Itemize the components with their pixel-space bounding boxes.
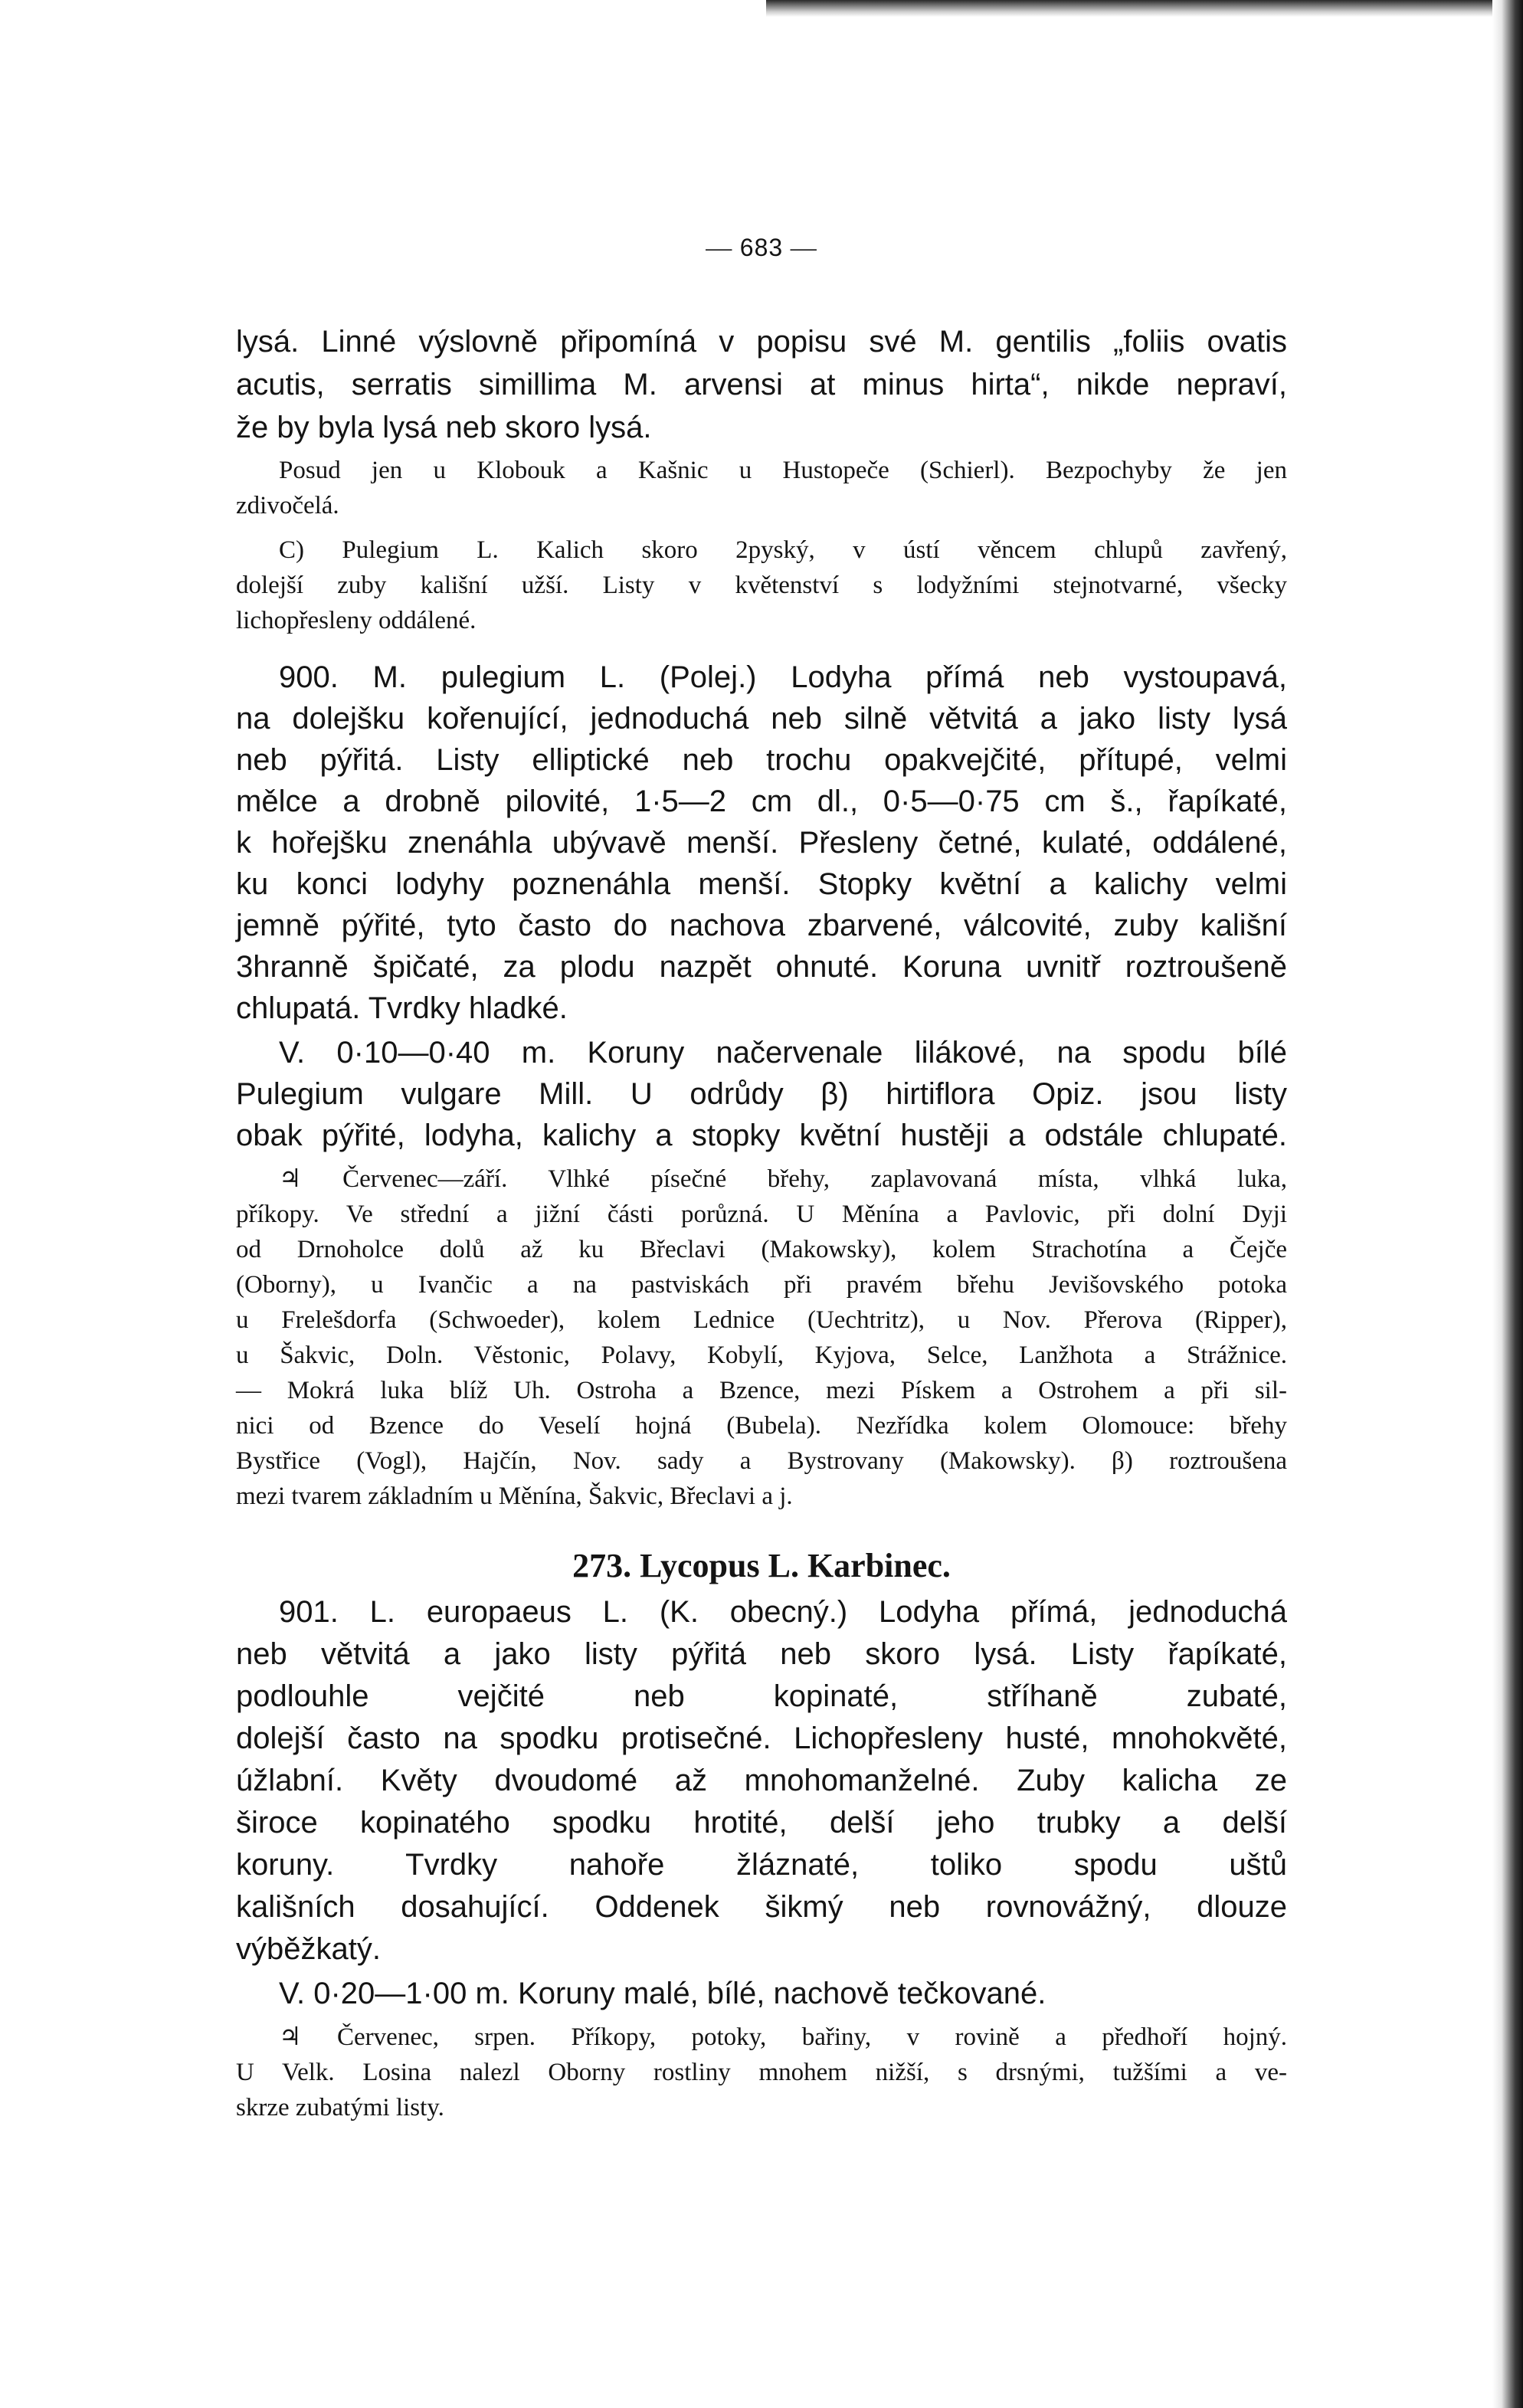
- note-900-line: ♃ Červenec—září. Vlhké písečné břehy, zaplavovaná místa, vlhká luka,: [279, 1165, 1287, 1193]
- species-901-line: podlouhle vejčité neb kopinaté, stříhaně zubaté,: [236, 1679, 1287, 1713]
- text-line: že by byla lysá neb skoro lysá.: [236, 411, 652, 444]
- species-900-line: neb pýřitá. Listy elliptické neb trochu opakvejčité, přítupé, velmi: [236, 743, 1287, 777]
- species-901-line: 901. L. europaeus L. (K. obecný.) Lodyha přímá, jednoduchá: [279, 1595, 1287, 1629]
- species-901-line: výběžkatý.: [236, 1932, 381, 1966]
- note-901-line: ♃ Červenec, srpen. Příkopy, potoky, bařiny, v rovině a předhoří hojný.: [279, 2023, 1287, 2051]
- note-line: zdivočelá.: [236, 492, 339, 519]
- note-line: Posud jen u Klobouk a Kašnic u Hustopeče (Schierl). Bezpochyby že jen: [279, 457, 1287, 484]
- species-900-line: k hořejšku znenáhla ubývavě menší. Přesleny četné, kulaté, oddálené,: [236, 826, 1287, 860]
- species-900-line: 3hranně špičaté, za plodu nazpět ohnuté. Koruna uvnitř roztroušeně: [236, 950, 1287, 984]
- species-900-line: chlupatá. Tvrdky hladké.: [236, 991, 568, 1025]
- page-number: 683: [739, 234, 784, 261]
- note-900-line: (Oborny), u Ivančic a na pastviskách při pravém břehu Jevišovského potoka: [236, 1271, 1287, 1299]
- note-901-line: U Velk. Losina nalezl Oborny rostliny mnohem nižší, s drsnými, tužšími a ve-: [236, 2059, 1287, 2086]
- species-900-line: ku konci lodyhy poznenáhla menší. Stopky květní a kalichy velmi: [236, 867, 1287, 901]
- species-900-line: 900. M. pulegium L. (Polej.) Lodyha přímá neb vystoupavá,: [279, 660, 1287, 694]
- note-900-line: — Mokrá luka blíž Uh. Ostroha a Bzence, mezi Pískem a Ostrohem a při sil-: [236, 1377, 1287, 1404]
- page-number-header: — 683 —: [706, 234, 817, 262]
- section-pulegium-line: lichopřesleny oddálené.: [236, 607, 477, 634]
- species-900-line: na dolejšku kořenující, jednoduchá neb silně větvitá a jako listy lysá: [236, 702, 1287, 736]
- text-line: acutis, serratis simillima M. arvensi at minus hirta“, nikde nepraví,: [236, 368, 1287, 401]
- note-900-line: Bystřice (Vogl), Hajčín, Nov. sady a Bystrovany (Makowsky). β) roztroušena: [236, 1447, 1287, 1475]
- section-pulegium-line: C) Pulegium L. Kalich skoro 2pyský, v ústí věncem chlupů zavřený,: [279, 536, 1287, 564]
- species-900-line: obak pýřité, lodyha, kalichy a stopky květní hustěji a odstále chlupaté.: [236, 1119, 1287, 1152]
- species-901-line: široce kopinatého spodku hrotité, delší jeho trubky a delší: [236, 1806, 1287, 1840]
- species-901-line: dolejší často na spodku protisečné. Lichopřesleny husté, mnohokvěté,: [236, 1722, 1287, 1755]
- species-900-line: mělce a drobně pilovité, 1·5—2 cm dl., 0·5—0·75 cm š., řapíkaté,: [236, 785, 1287, 818]
- scan-edge-top: [766, 0, 1523, 17]
- note-900-line: příkopy. Ve střední a jižní části porůzná. U Měnína a Pavlovic, při dolní Dyji: [236, 1201, 1287, 1228]
- scan-edge-right: [1492, 0, 1523, 2408]
- species-901-line: úžlabní. Květy dvoudomé až mnohomanželné. Zuby kalicha ze: [236, 1764, 1287, 1797]
- section-pulegium-line: dolejší zuby kališní užší. Listy v květenství s lodyžními stejnotvarné, všecky: [236, 572, 1287, 599]
- species-901-line: koruny. Tvrdky nahoře žláznaté, toliko spodu uštů: [236, 1848, 1287, 1882]
- species-901-line: neb větvitá a jako listy pýřitá neb skoro lysá. Listy řapíkaté,: [236, 1637, 1287, 1671]
- note-900-line: u Šakvic, Doln. Věstonic, Polavy, Kobylí, Kyjova, Selce, Lanžhota a Strážnice.: [236, 1342, 1287, 1369]
- note-900-line: mezi tvarem základním u Měnína, Šakvic, Břeclavi a j.: [236, 1482, 793, 1510]
- species-900-line: Pulegium vulgare Mill. U odrůdy β) hirtiflora Opiz. jsou listy: [236, 1077, 1287, 1111]
- species-900-line: jemně pýřité, tyto často do nachova zbarvené, válcovité, zuby kališní: [236, 909, 1287, 942]
- text-line: lysá. Linné výslovně připomíná v popisu své M. gentilis „foliis ovatis: [236, 325, 1287, 359]
- note-900-line: nici od Bzence do Veselí hojná (Bubela). Nezřídka kolem Olomouce: břehy: [236, 1412, 1287, 1440]
- genus-heading: 273. Lycopus L. Karbinec.: [572, 1547, 951, 1584]
- note-900-line: od Drnoholce dolů až ku Břeclavi (Makowsky), kolem Strachotína a Čejče: [236, 1236, 1287, 1263]
- species-901-line: V. 0·20—1·00 m. Koruny malé, bílé, nachově tečkované.: [279, 1977, 1046, 2010]
- species-900-line: V. 0·10—0·40 m. Koruny načervenale lilákové, na spodu bílé: [279, 1036, 1287, 1070]
- note-901-line: skrze zubatými listy.: [236, 2094, 444, 2121]
- species-901-line: kališních dosahující. Oddenek šikmý neb rovnovážný, dlouze: [236, 1890, 1287, 1924]
- note-900-line: u Frelešdorfa (Schwoeder), kolem Lednice (Uechtritz), u Nov. Přerova (Ripper),: [236, 1306, 1287, 1334]
